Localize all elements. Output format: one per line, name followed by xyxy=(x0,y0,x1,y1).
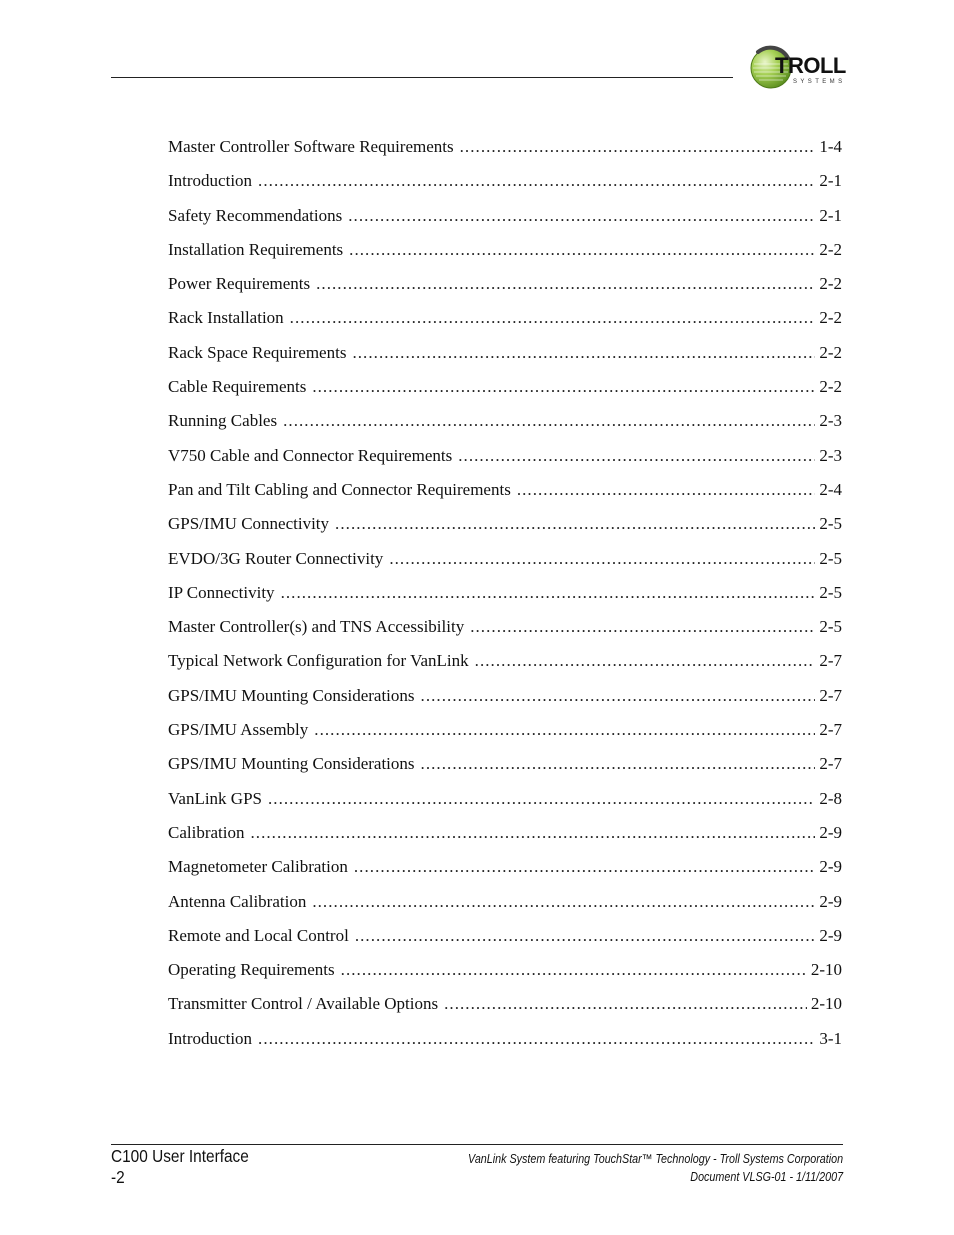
toc-dot-leader xyxy=(517,476,816,503)
toc-entry[interactable] xyxy=(168,236,842,270)
toc-entry-page: 2-7 xyxy=(819,651,842,671)
toc-entry-title: Master Controller Software Requirements xyxy=(168,137,454,156)
toc-dot-leader xyxy=(258,167,815,194)
toc-entry[interactable] xyxy=(168,990,842,1024)
toc-entry-page: 2-9 xyxy=(819,925,842,945)
toc-dot-leader xyxy=(389,545,815,572)
toc-dot-leader xyxy=(281,579,816,606)
toc-entry-page: 2-9 xyxy=(819,822,842,842)
toc-dot-leader xyxy=(352,339,815,366)
toc-entry[interactable] xyxy=(168,407,842,441)
logo-word: TROLL xyxy=(775,53,846,78)
toc-entry-page: 2-5 xyxy=(819,514,842,534)
toc-entry-page: 2-9 xyxy=(819,857,842,877)
toc-entry[interactable] xyxy=(168,956,842,990)
toc-entry-title: GPS/IMU Connectivity xyxy=(168,514,330,534)
toc-entry-title: Rack Installation xyxy=(168,308,284,328)
toc-entry[interactable] xyxy=(168,853,842,887)
toc-entry-title: Installation Requirements xyxy=(168,239,344,259)
toc-entry-title: Operating Requirements xyxy=(168,960,335,980)
toc-entry[interactable] xyxy=(168,167,842,201)
footer-page-number: -2 xyxy=(111,1167,125,1187)
toc-entry-page: 2-5 xyxy=(819,548,842,568)
toc-entry[interactable] xyxy=(168,202,842,236)
troll-systems-logo xyxy=(748,44,852,90)
footer-right xyxy=(468,1150,843,1186)
toc-entry[interactable] xyxy=(168,545,842,579)
toc-dot-leader xyxy=(341,956,807,983)
toc-entry-page: 2-5 xyxy=(819,617,842,637)
toc-dot-leader xyxy=(290,304,816,331)
toc-dot-leader xyxy=(348,202,815,229)
toc-entry[interactable] xyxy=(168,1025,842,1059)
toc-dot-leader xyxy=(312,373,815,400)
toc-dot-leader xyxy=(283,407,815,434)
toc-entry-page: 2-2 xyxy=(819,342,842,362)
footer-rule xyxy=(111,1144,843,1145)
toc-dot-leader xyxy=(312,888,815,915)
toc-entry-page: 3-1 xyxy=(819,1028,842,1048)
toc-entry-title: EVDO/3G Router Connectivity xyxy=(168,548,384,568)
footer-section-title: C100 User Interface xyxy=(111,1146,249,1166)
toc-entry-page: 2-7 xyxy=(819,720,842,740)
toc-entry-page: 2-2 xyxy=(819,274,842,294)
toc-entry-title: Pan and Tilt Cabling and Connector Requirements xyxy=(168,479,511,499)
toc-entry-title: Cable Requirements xyxy=(168,377,307,397)
toc-entry-title: Master Controller(s) and TNS Accessibility xyxy=(168,617,465,637)
toc-entry-page: 2-2 xyxy=(819,308,842,328)
toc-dot-leader xyxy=(268,785,815,812)
toc-entry-page: 2-10 xyxy=(810,994,842,1014)
toc-entry-title: Introduction xyxy=(168,171,253,191)
toc-entry-page: 2-7 xyxy=(819,754,842,774)
toc-dot-leader xyxy=(258,1025,815,1052)
header-rule xyxy=(111,77,733,78)
toc-entry-title: VanLink GPS xyxy=(168,788,262,808)
toc-entry-page: 2-7 xyxy=(819,685,842,705)
toc-entry[interactable] xyxy=(168,922,842,956)
toc-entry[interactable] xyxy=(168,819,842,853)
toc-entry[interactable] xyxy=(168,133,842,167)
toc-dot-leader xyxy=(316,270,815,297)
toc-entry[interactable] xyxy=(168,888,842,922)
toc-entry[interactable] xyxy=(168,785,842,819)
toc-entry-title: GPS/IMU Mounting Considerations xyxy=(168,754,415,774)
toc-dot-leader xyxy=(355,922,816,949)
table-of-contents xyxy=(168,133,842,1059)
logo-subtitle: SYSTEMS xyxy=(793,79,846,85)
toc-entry-title: Introduction xyxy=(168,1028,253,1048)
toc-entry-page: 2-4 xyxy=(819,479,842,499)
toc-entry-page: 2-3 xyxy=(819,411,842,431)
toc-entry-title: Transmitter Control / Available Options xyxy=(168,994,439,1014)
toc-entry[interactable] xyxy=(168,304,842,338)
toc-entry[interactable] xyxy=(168,647,842,681)
toc-entry-title: Rack Space Requirements xyxy=(168,342,347,362)
toc-entry[interactable] xyxy=(168,682,842,716)
toc-dot-leader xyxy=(475,647,816,674)
toc-dot-leader xyxy=(250,819,815,846)
toc-entry-title: GPS/IMU Assembly xyxy=(168,720,309,740)
toc-entry[interactable] xyxy=(168,613,842,647)
toc-entry[interactable] xyxy=(168,476,842,510)
toc-entry-page: 2-1 xyxy=(819,171,842,191)
toc-dot-leader xyxy=(421,682,816,709)
toc-entry-page: 2-5 xyxy=(819,582,842,602)
toc-entry[interactable] xyxy=(168,339,842,373)
toc-entry-title: GPS/IMU Mounting Considerations xyxy=(168,685,415,705)
toc-dot-leader xyxy=(349,236,815,263)
toc-entry-title: IP Connectivity xyxy=(168,582,275,602)
toc-entry-title: Power Requirements xyxy=(168,274,311,294)
toc-dot-leader xyxy=(444,990,807,1017)
toc-entry-page: 2-1 xyxy=(819,205,842,225)
toc-dot-leader xyxy=(421,750,816,777)
toc-entry[interactable] xyxy=(168,579,842,613)
toc-entry-title: Remote and Local Control xyxy=(168,925,349,945)
toc-entry[interactable] xyxy=(168,750,842,784)
toc-dot-leader xyxy=(460,133,816,160)
toc-entry-page: 2-2 xyxy=(819,377,842,397)
toc-dot-leader xyxy=(470,613,815,640)
toc-entry[interactable] xyxy=(168,373,842,407)
toc-entry-page: 2-9 xyxy=(819,891,842,911)
toc-entry-page: 2-8 xyxy=(819,788,842,808)
toc-entry-title: Calibration xyxy=(168,822,245,842)
toc-entry-title: Magnetometer Calibration xyxy=(168,857,348,877)
toc-entry-title: V750 Cable and Connector Requirements xyxy=(168,445,453,465)
toc-entry-page: 2-2 xyxy=(819,239,842,259)
toc-entry-page: 2-10 xyxy=(810,960,842,980)
footer-document-id: Document VLSG-01 - 1/11/2007 xyxy=(690,1170,843,1184)
toc-entry-title: Running Cables xyxy=(168,411,278,431)
toc-entry-page: 1-4 xyxy=(819,137,842,156)
toc-entry[interactable] xyxy=(168,510,842,544)
toc-entry[interactable] xyxy=(168,270,842,304)
footer-product-line: VanLink System featuring TouchStar™ Technology - Troll Systems Corporation xyxy=(467,1152,843,1166)
toc-dot-leader xyxy=(314,716,815,743)
toc-dot-leader xyxy=(354,853,815,880)
toc-dot-leader xyxy=(458,442,815,469)
toc-entry-title: Typical Network Configuration for VanLink xyxy=(168,651,469,671)
toc-entry[interactable] xyxy=(168,442,842,476)
toc-entry-title: Safety Recommendations xyxy=(168,205,343,225)
toc-entry-title: Antenna Calibration xyxy=(168,891,307,911)
toc-dot-leader xyxy=(335,510,815,537)
toc-entry-page: 2-3 xyxy=(819,445,842,465)
footer-left xyxy=(111,1146,249,1188)
toc-entry[interactable] xyxy=(168,716,842,750)
